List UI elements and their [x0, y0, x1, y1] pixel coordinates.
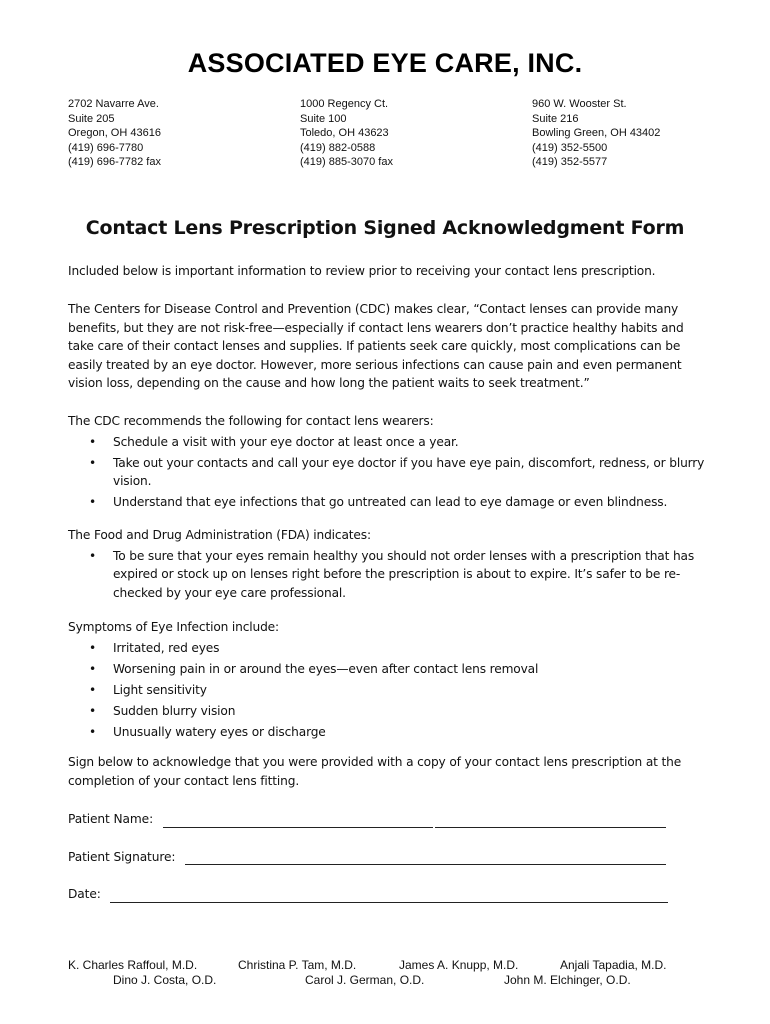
- list-item: • Sudden blurry vision: [68, 702, 708, 721]
- doctor-name: James A. Knupp, M.D.: [399, 958, 519, 972]
- bullet-icon: •: [89, 703, 97, 718]
- location-oregon: [68, 97, 161, 170]
- address-line: Suite 100: [300, 112, 347, 125]
- fda-list: [68, 547, 708, 603]
- list-item: • Unusually watery eyes or discharge: [68, 723, 708, 742]
- doctor-name: Anjali Tapadia, M.D.: [560, 958, 667, 972]
- fda-section: [68, 526, 708, 605]
- list-item: • Take out your contacts and call your eye doctor if you have eye pain, discomfort, redness, or blurry vision.: [89, 455, 705, 488]
- doctor-name: Christina P. Tam, M.D.: [238, 958, 357, 972]
- company-name: ASSOCIATED EYE CARE, INC.: [187, 48, 583, 78]
- address-line: 1000 Regency Ct.: [300, 98, 389, 110]
- form-title: Contact Lens Prescription Signed Acknowledgment Form: [85, 217, 685, 239]
- list-item: • Worsening pain in or around the eyes—even after contact lens removal: [68, 660, 708, 679]
- intro-paragraph: Included below is important information to review prior to receiving your contact lens prescription.: [68, 264, 656, 278]
- location-bowling-green: [532, 97, 660, 170]
- address-line: 2702 Navarre Ave.: [68, 98, 159, 110]
- list-item: • Schedule a visit with your eye doctor at least once a year.: [68, 433, 708, 452]
- doctor-name: Dino J. Costa, O.D.: [113, 973, 217, 987]
- symptoms-heading: Symptoms of Eye Infection include:: [68, 620, 279, 634]
- list-item: • To be sure that your eyes remain healthy you should not order lenses with a prescription that has expired or stock up on lenses right before the prescription is about to expire. It’s safer to be re-checked by your eye care professional.: [89, 548, 695, 600]
- bullet-icon: •: [89, 640, 97, 655]
- phone-line: (419) 352-5577: [532, 156, 608, 169]
- date-field[interactable]: [110, 902, 668, 903]
- patient-name-field[interactable]: [163, 827, 433, 828]
- fax-line: (419) 885-3070 fax: [300, 156, 393, 169]
- sign-instruction: Sign below to acknowledge that you were provided with a copy of your contact lens prescription at the completion of your contact lens fitting.: [68, 755, 682, 788]
- address-line: Suite 216: [532, 112, 579, 125]
- fda-heading: The Food and Drug Administration (FDA) indicates:: [68, 528, 371, 542]
- bullet-icon: •: [89, 434, 97, 449]
- symptoms-section: [68, 618, 708, 744]
- bullet-icon: •: [89, 495, 97, 509]
- bullet-icon: •: [89, 724, 97, 739]
- date-label: Date:: [68, 887, 101, 901]
- location-toledo: [300, 97, 393, 170]
- address-line: Suite 205: [68, 112, 115, 125]
- address-line: Bowling Green, OH 43402: [532, 127, 661, 140]
- patient-name-field-continued[interactable]: [435, 827, 666, 828]
- bullet-icon: •: [89, 661, 97, 676]
- cdc-quote-paragraph: The Centers for Disease Control and Prevention (CDC) makes clear, “Contact lenses can provide many benefits, but they are not risk-free—especially if contact lens wearers don’t practice healthy habits and take care of their contact lenses and supplies. If patients seek care quickly, most complications can be easily treated by an eye doctor. However, more serious infections can cause pain and even permanent vision loss, depending on the cause and how long the patient waits to seek treatment.”: [68, 302, 684, 390]
- phone-line: (419) 882-0588: [300, 141, 376, 154]
- patient-name-label: Patient Name:: [68, 812, 154, 826]
- patient-signature-field[interactable]: [185, 864, 666, 865]
- address-line: Toledo, OH 43623: [300, 127, 389, 140]
- symptoms-list: [68, 639, 708, 742]
- cdc-recommendations-heading: The CDC recommends the following for contact lens wearers:: [68, 414, 434, 428]
- bullet-icon: •: [89, 455, 97, 470]
- doctor-name: Carol J. German, O.D.: [305, 973, 425, 987]
- bullet-icon: •: [89, 548, 97, 563]
- cdc-recommendations-section: [68, 412, 708, 514]
- address-line: Oregon, OH 43616: [68, 127, 161, 140]
- address-line: 960 W. Wooster St.: [532, 98, 627, 110]
- fax-line: (419) 696-7782 fax: [68, 156, 161, 169]
- phone-line: (419) 352-5500: [532, 141, 608, 154]
- list-item: • Irritated, red eyes: [68, 639, 708, 658]
- phone-line: (419) 696-7780: [68, 141, 144, 154]
- bullet-icon: •: [89, 682, 97, 697]
- doctor-name: K. Charles Raffoul, M.D.: [68, 958, 198, 972]
- patient-signature-label: Patient Signature:: [68, 850, 176, 864]
- doctor-name: John M. Elchinger, O.D.: [504, 973, 631, 987]
- list-item: • Understand that eye infections that go untreated can lead to eye damage or even blindness.: [68, 493, 708, 512]
- cdc-recommendations-list: [68, 433, 708, 512]
- list-item: • Light sensitivity: [68, 681, 708, 700]
